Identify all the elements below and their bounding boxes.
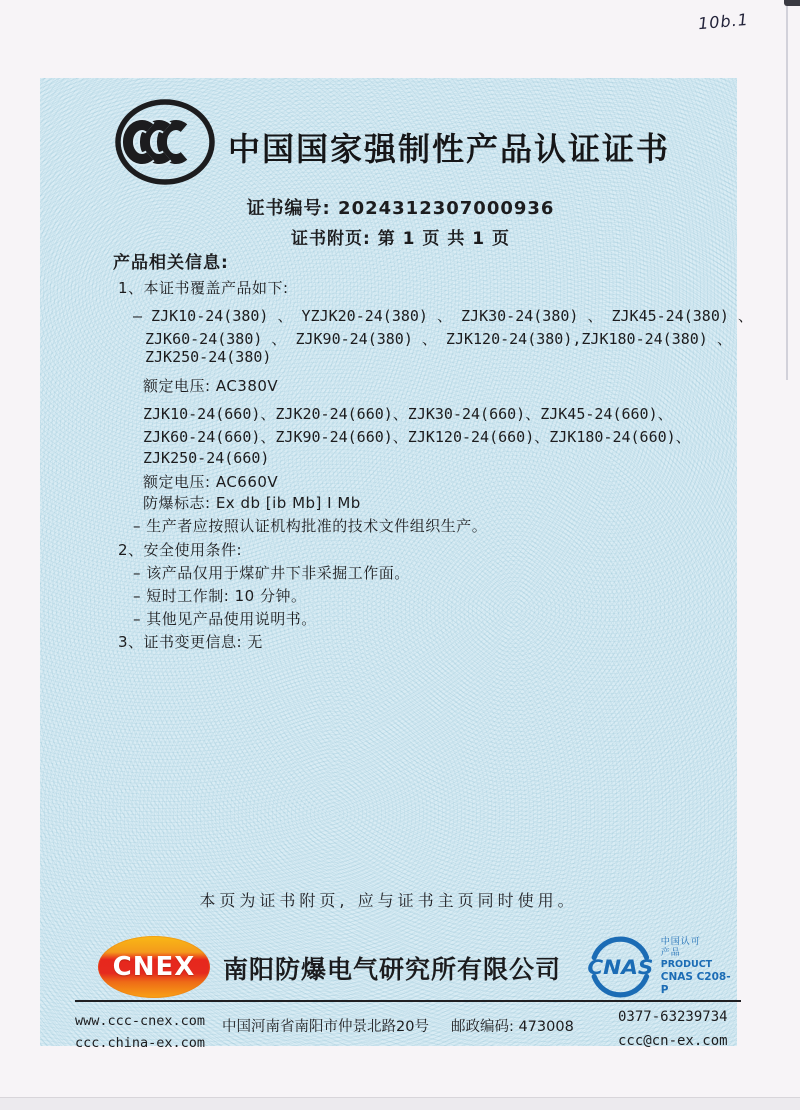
attachment-note: 本页为证书附页, 应与证书主页同时使用。 [199,891,578,910]
footer-address-block [222,1015,574,1036]
certificate-page-line [40,224,737,249]
handwritten-note: 10b.1 [697,9,750,34]
product-line: 额定电压: AC660V [143,473,279,491]
product-line: ZJK60-24(380) 、 ZJK90-24(380) 、 ZJK120-24(380),ZJK180-24(380) 、 [145,330,732,348]
product-line: – 生产者应按照认证机构批准的技术文件组织生产。 [133,517,488,535]
cnas-accreditation-code: CNAS C208-P [660,971,731,997]
cnas-logo-label: CNAS [587,956,654,980]
footer-divider [75,1000,741,1002]
ccc-logo-icon [113,98,218,186]
cnas-badge-icon [583,934,658,1000]
product-line: ZJK250-24(380) [145,348,272,366]
scan-bottom-edge [0,1097,800,1110]
product-line: – 该产品仅用于煤矿井下非采掘工作面。 [133,564,410,582]
cnex-logo [98,936,210,998]
certificate-title: 中国国家强制性产品认证证书 [228,130,671,168]
cnas-accreditation-line1: 中国认可 [660,936,701,947]
website-url-1: www.ccc-cnex.com [75,1013,206,1029]
product-line: 3、证书变更信息: 无 [118,633,263,651]
product-line: ZJK10-24(660)、ZJK20-24(660)、ZJK30-24(660)、ZJK45-24(660)、 [143,405,673,423]
product-line: 2、安全使用条件: [118,541,243,559]
certificate-number-line [40,194,737,220]
footer-address: 中国河南省南阳市仲景北路20号 [222,1019,429,1035]
certificate-number-value: 2024312307000936 [338,198,555,219]
product-section-title: 产品相关信息: [113,253,229,273]
certificate-number-label: 证书编号: [246,198,331,219]
certificate-page-value: 第 1 页 共 1 页 [377,229,510,249]
product-line: 防爆标志: Ex db [ib Mb] I Mb [143,494,361,512]
certificate-body [40,78,753,1051]
cnas-accreditation-line2: 产品 [660,947,681,958]
product-line: 额定电压: AC380V [143,377,279,395]
company-name: 南阳防爆电气研究所有限公司 [222,955,561,984]
cnex-logo-label: CNEX [112,952,196,982]
scan-corner-artifact [784,0,800,6]
cnas-accreditation-line3: PRODUCT [660,959,713,971]
footer-email: ccc@cn-ex.com [618,1033,728,1049]
product-line: 1、本证书覆盖产品如下: [118,279,289,297]
cnas-text-block [661,937,737,998]
footer-phone: 0377-63239734 [618,1009,728,1025]
product-line: – 其他见产品使用说明书。 [133,610,317,628]
website-url-2: ccc.china-ex.com [75,1035,206,1051]
product-line: ZJK250-24(660) [143,449,270,467]
certificate-page-label: 证书附页: [291,229,371,249]
product-line: ZJK60-24(660)、ZJK90-24(660)、ZJK120-24(660)、ZJK180-24(660)、 [143,428,691,446]
product-line: – ZJK10-24(380) 、 YZJK20-24(380) 、 ZJK30-24(380) 、 ZJK45-24(380) 、 [133,307,753,325]
footer-postal-code: 邮政编码: 473008 [450,1019,574,1035]
footer-contact-block [618,1005,728,1053]
cnas-logo [583,934,737,1000]
scan-edge-artifact [786,0,788,380]
footer-websites [75,1010,205,1054]
product-line: – 短时工作制: 10 分钟。 [133,587,307,605]
